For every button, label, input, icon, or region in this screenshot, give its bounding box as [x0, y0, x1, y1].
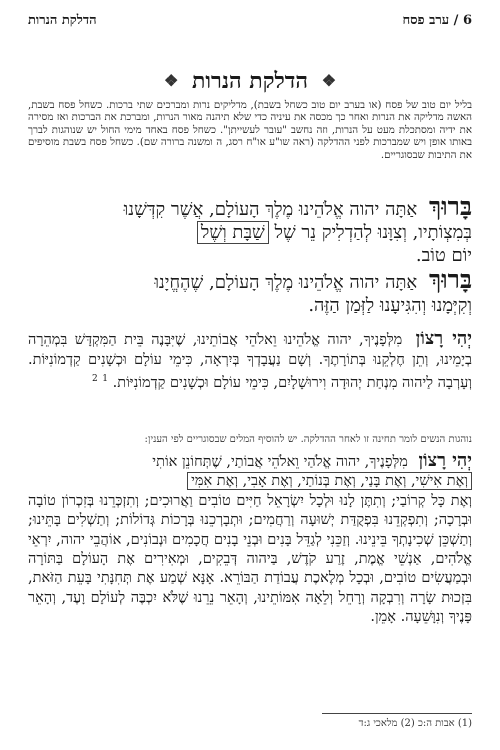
title-area: [0, 68, 500, 94]
blessing-shehecheyanu: [28, 265, 472, 317]
prayer-text: וְאֶת כָּל קְרוֹבַי; וְתִתֶּן לָנוּ וּלְכָל יִשְׂרָאֵל חַיִּים טוֹבִים וַאֲרוּכִים; וְתִזְכְּרֵנוּ בְּזִכְרוֹן טוֹבָה וּבְרָכָה; וְתִפְקְדֵנוּ בִּפְקֻדַּת יְשׁוּעָה וְרַחֲמִים; וּתְבָרְכֵנוּ בְּרָכוֹת גְּדוֹלוֹת; וְתַשְׁלִים בָּתֵּינוּ; וְתַשְׁכֵּן שְׁכִינָתְךָ בֵּינֵינוּ. וְזַכֵּנִי לְגַדֵּל בָּנִים וּבְנֵי בָנִים חֲכָמִים וּנְבוֹנִים, אוֹהֲבֵי יהוה, יִרְאֵי אֱלֹהִים, אַנְשֵׁי אֱמֶת, זֶרַע קֹדֶשׁ, בַּיהוה דְּבֵקִים, וּמְאִירִים אֶת הָעוֹלָם בַּתּוֹרָה וּבְמַעֲשִׂים טוֹבִים, וּבְכָל מְלֶאכֶת עֲבוֹדַת הַבּוֹרֵא. אָנָּא שְׁמַע אֶת תְּחִנָּתִי בָּעֵת הַזֹּאת, בִּזְכוּת שָׂרָה וְרִבְקָה וְרָחֵל וְלֵאָה אִמּוֹתֵינוּ, וְהָאֵר נֵרֵנוּ שֶׁלֹּא יִכְבֶּה לְעוֹלָם וָעֶד, וְהָאֵר פָּנֶיךָ וְנִוָּשֵׁעָה. אָמֵן.: [28, 492, 472, 626]
blessing-line: יוֹם טוֹב.: [415, 245, 472, 266]
header-section-title: ערב פסח: [402, 13, 450, 28]
blessing-first-word: בָּרוּךְ: [428, 265, 472, 294]
blessing-line: בְּמִצְוֹתָיו, וְצִוָּנוּ לְהַדְלִיק נֵר שֶׁל: [274, 222, 472, 243]
prayer-line: מִלְּפָנֶיךָ, יהוה אֱלֹהַי וֵאלֹהֵי אֲבוֹתַי, שֶׁתְּחוֹנֵן אוֹתִי: [152, 454, 408, 470]
blessing-line: אַתָּה יהוה אֱלֹהֵינוּ מֶלֶךְ הָעוֹלָם, אֲשֶׁר קִדְּשָׁנוּ: [123, 199, 418, 220]
running-header: [28, 12, 472, 30]
blessing-first-word: בָּרוּךְ: [428, 192, 472, 221]
header-right: 6 / ערב פסח: [402, 13, 472, 28]
prayer-text: מִלְּפָנֶיךָ, יהוה אֱלֹהֵינוּ וֵאלֹהֵי אֲבוֹתֵינוּ, שֶׁיִּבָּנֶה בֵּית הַמִּקְדָּשׁ בִּמְהֵרָה בְיָמֵינוּ, וְתֵן חֶלְקֵנוּ בְּתוֹרָתֶךָ. וְשָׁם נַעֲבָדְךָ בְּיִרְאָה, כִּימֵי עוֹלָם וּכְשָׁנִים קַדְמוֹנִיּוֹת. וְעָרְבָה לַיהוה מִנְחַת יְהוּדָה וִירוּשָׁלָיִם, כִּימֵי עוֹלָם וּכְשָׁנִים קַדְמוֹנִיּוֹת.: [28, 332, 472, 391]
prayer-techinah: [28, 451, 472, 628]
header-left-title: הדלקת הנרות: [28, 13, 97, 28]
shabbat-addition-box: שַׁבָּת וְשֶׁל: [197, 221, 269, 244]
footnote-mark: 2: [91, 374, 98, 384]
footnote-mark: 1: [102, 374, 109, 384]
prayer-first-words: יְהִי רָצוֹן: [415, 328, 473, 349]
footnotes: (1) אבות ה:כ (2) מלאכי ג:ד: [358, 718, 472, 729]
blessing-candle-lighting: [28, 192, 472, 267]
instructions-text: בליל יום טוב של פסח (או בערב יום טוב כשחל בשבת), מדליקים נרות ומברכים שתי ברכות. כשחל פסח בשבת, האשה מדליקה את הנרות ואחר כך מכסה את עיניה כדי שלא תיהנה מאור הנרות, ומברכת את הברכות ואז מסירה את ידיה ומסתכלת מעט על הנרות, וזה נחשב "עובר לעשייתן". כשחל פסח באחד מימי החול יש שנוהגות לברך באותו אופן ויש שמברכות לפני ההדלקה (ראה שו"ע או"ח רסג, ה ומשנה ברורה שם). כשחל פסח בשבת מוסיפים את התיבות שבסוגריים.: [28, 100, 472, 161]
footnote-divider: [322, 713, 472, 714]
custom-note: נוהגות הנשים לומר תחינה זו לאחר ההדלקה. יש להוסיף המלים שבסוגריים לפי הענין:: [144, 434, 472, 445]
ornament-icon: ❖: [163, 71, 179, 90]
prayer-first-words: יְהִי רָצוֹן: [418, 450, 472, 471]
blessing-line: וְקִיְּמָנוּ וְהִגִּיעָנוּ לַזְּמַן הַזֶּה.: [308, 295, 472, 316]
page-number: 6: [462, 13, 472, 28]
section-title-row: [158, 68, 342, 94]
prayer-temple: [28, 329, 472, 393]
section-title: הדלקת הנרות: [191, 68, 309, 94]
blessing-line: אַתָּה יהוה אֱלֹהֵינוּ מֶלֶךְ הָעוֹלָם, שֶׁהֶחֱיָנוּ: [154, 272, 418, 293]
ornament-icon: ❖: [321, 71, 337, 90]
optional-family-box: וְאֶת אִישִׁי, וְאֶת בָּנַי, וְאֶת בְּנוֹתַי, וְאֶת אָבִי, וְאֶת אִמִּי: [187, 472, 472, 490]
